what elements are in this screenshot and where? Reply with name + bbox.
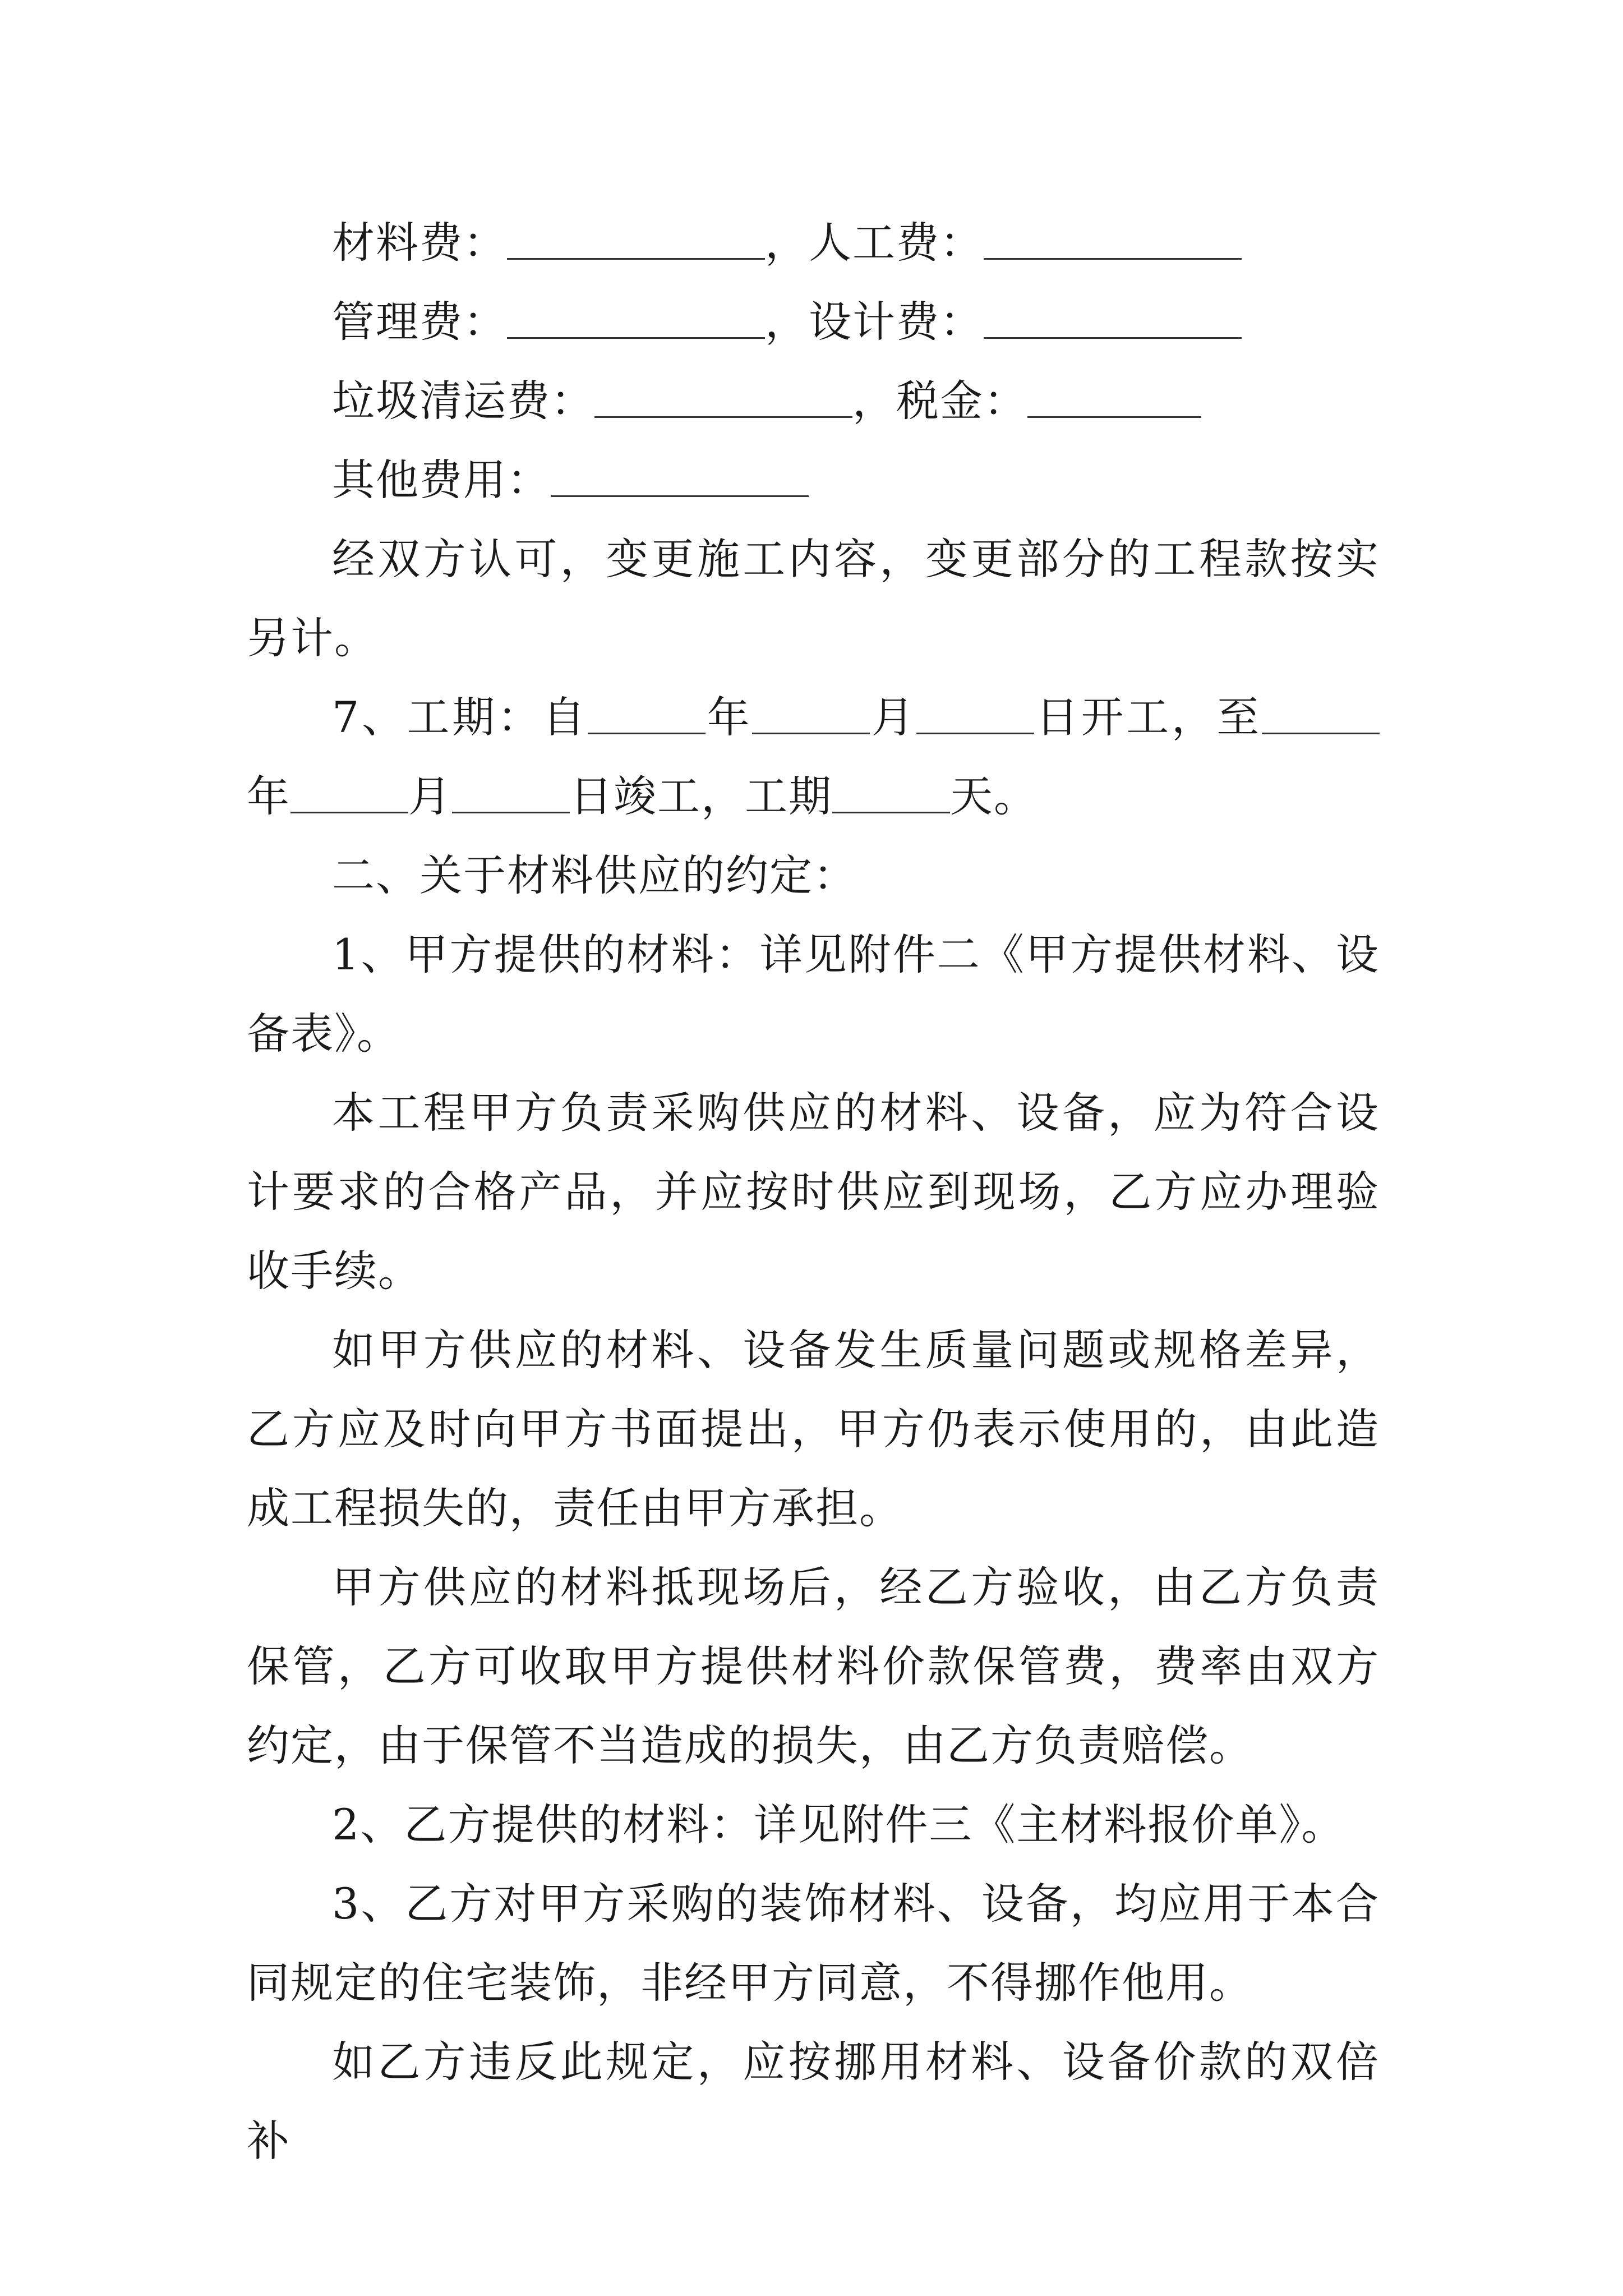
- item-1-quality: 如甲方供应的材料、设备发生质量问题或规格差异，乙方应及时向甲方书面提出，甲方仍表示使用的，由此造成工程损失的，责任由甲方承担。: [247, 1325, 1380, 1533]
- end-month-blank: [291, 771, 408, 813]
- period-year2-label: 年: [247, 771, 291, 821]
- end-year-blank: [1262, 692, 1380, 734]
- management-fee-label: 管理费：: [332, 297, 507, 347]
- period-start-label: 7、工期：自: [332, 692, 588, 742]
- fee-line-garbage-tax: [247, 361, 1380, 440]
- start-day-blank: [916, 692, 1034, 734]
- item-2-party-b-materials: 2、乙方提供的材料：详见附件三《主材料报价单》。: [332, 1800, 1345, 1849]
- design-fee-blank: [984, 297, 1242, 339]
- period-month2-label: 月: [408, 771, 452, 821]
- other-fee-label: 其他费用：: [332, 455, 551, 505]
- labor-fee-blank: [984, 218, 1242, 260]
- start-year-blank: [588, 692, 706, 734]
- item-1-detail: 本工程甲方负责采购供应的材料、设备，应为符合设计要求的合格产品，并应按时供应到现场，乙方应办理验收手续。: [247, 1088, 1380, 1296]
- item-3-usage: 3、乙方对甲方采购的装饰材料、设备，均应用于本合同规定的住宅装饰，非经甲方同意，不得挪作他用。: [247, 1879, 1380, 2008]
- period-start-day-label: 日开工，至: [1034, 692, 1262, 742]
- tax-label: ，税金：: [852, 376, 1027, 426]
- garbage-fee-blank: [594, 376, 852, 418]
- period-days-label: 天。: [950, 771, 1038, 821]
- construction-period: [247, 678, 1380, 836]
- period-year-label: 年: [705, 692, 753, 742]
- other-fee-blank: [551, 455, 809, 497]
- management-fee-blank: [507, 297, 765, 339]
- period-month-label: 月: [870, 692, 917, 742]
- fee-line-other: [247, 440, 1380, 519]
- fee-line-management-design: [247, 282, 1380, 361]
- contract-body: [247, 203, 1380, 2180]
- section-2-title: 二、关于材料供应的约定：: [332, 850, 857, 900]
- item-1-party-a-materials: 1、甲方提供的材料：详见附件二《甲方提供材料、设备表》。: [247, 930, 1380, 1059]
- start-month-blank: [752, 692, 870, 734]
- labor-fee-label: ，人工费：: [765, 218, 984, 268]
- period-end-day-label: 日竣工，工期: [570, 771, 832, 821]
- item-3-violation: 如乙方违反此规定，应按挪用材料、设备价款的双倍补: [247, 2037, 1380, 2166]
- tax-blank: [1027, 376, 1201, 418]
- end-day-blank: [452, 771, 570, 813]
- item-1-custody: 甲方供应的材料抵现场后，经乙方验收，由乙方负责保管，乙方可收取甲方提供材料价款保管费，费率由双方约定，由于保管不当造成的损失，由乙方负责赔偿。: [247, 1562, 1380, 1770]
- fee-line-material-labor: [247, 203, 1380, 282]
- material-fee-blank: [507, 218, 765, 260]
- duration-days-blank: [832, 771, 950, 813]
- change-paragraph: 经双方认可，变更施工内容，变更部分的工程款按实另计。: [247, 534, 1380, 663]
- material-fee-label: 材料费：: [332, 218, 507, 268]
- garbage-fee-label: 垃圾清运费：: [332, 376, 594, 426]
- design-fee-label: ，设计费：: [765, 297, 984, 347]
